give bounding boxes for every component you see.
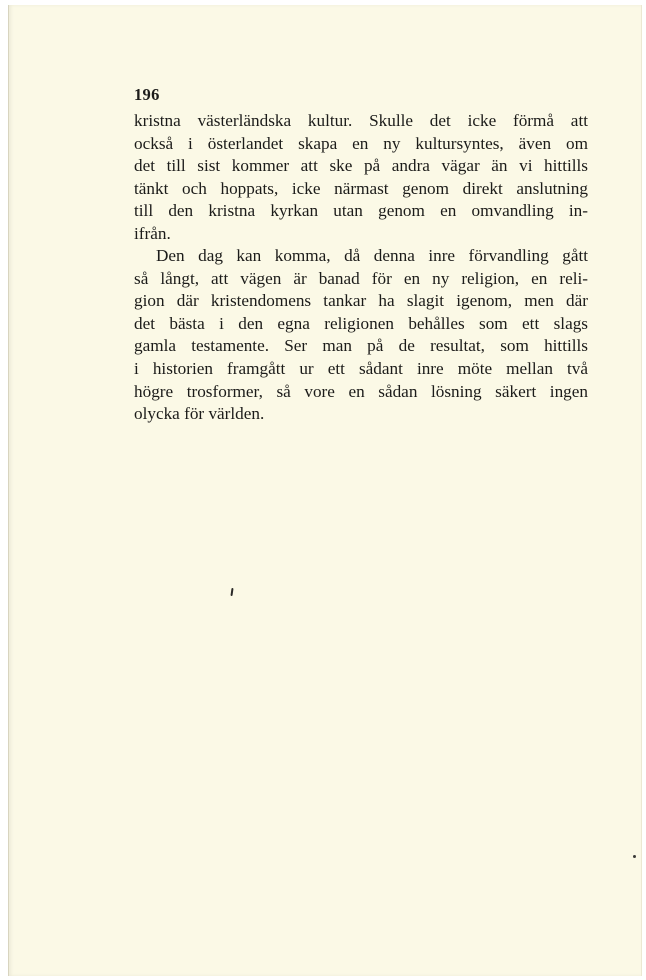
text-line: också i österlandet skapa en ny kultursyntes, även om xyxy=(134,133,588,153)
text-line: olycka för världen. xyxy=(134,404,265,424)
ink-mark xyxy=(230,588,233,596)
paragraph-1 xyxy=(134,110,588,246)
text-line: det bästa i den egna religionen behålles som ett slags xyxy=(134,313,588,333)
text-line: så långt, att vägen är banad för en ny religion, en reli- xyxy=(134,268,588,288)
text-line: det till sist kommer att ske på andra vägar än vi hittills xyxy=(134,156,588,176)
page-number: 196 xyxy=(134,85,160,104)
text-line: Den dag kan komma, då denna inre förvandling gått xyxy=(156,246,588,265)
book-page xyxy=(8,5,642,976)
text-line: högre trosformer, så vore en sådan lösning säkert ingen xyxy=(134,381,588,401)
text-line: ifrån. xyxy=(134,223,171,243)
text-line: tänkt och hoppats, icke närmast genom direkt anslutning xyxy=(134,178,588,198)
text-line: gamla testamente. Ser man på de resultat, som hittills xyxy=(134,336,588,356)
paragraph-2 xyxy=(134,245,588,426)
text-line: kristna västerländska kultur. Skulle det icke förmå att xyxy=(134,111,588,130)
ink-dot xyxy=(633,855,636,858)
text-line: till den kristna kyrkan utan genom en omvandling in- xyxy=(134,201,588,221)
text-line: gion där kristendomens tankar ha slagit igenom, men där xyxy=(134,291,588,311)
text-line: i historien framgått ur ett sådant inre möte mellan två xyxy=(134,358,588,378)
